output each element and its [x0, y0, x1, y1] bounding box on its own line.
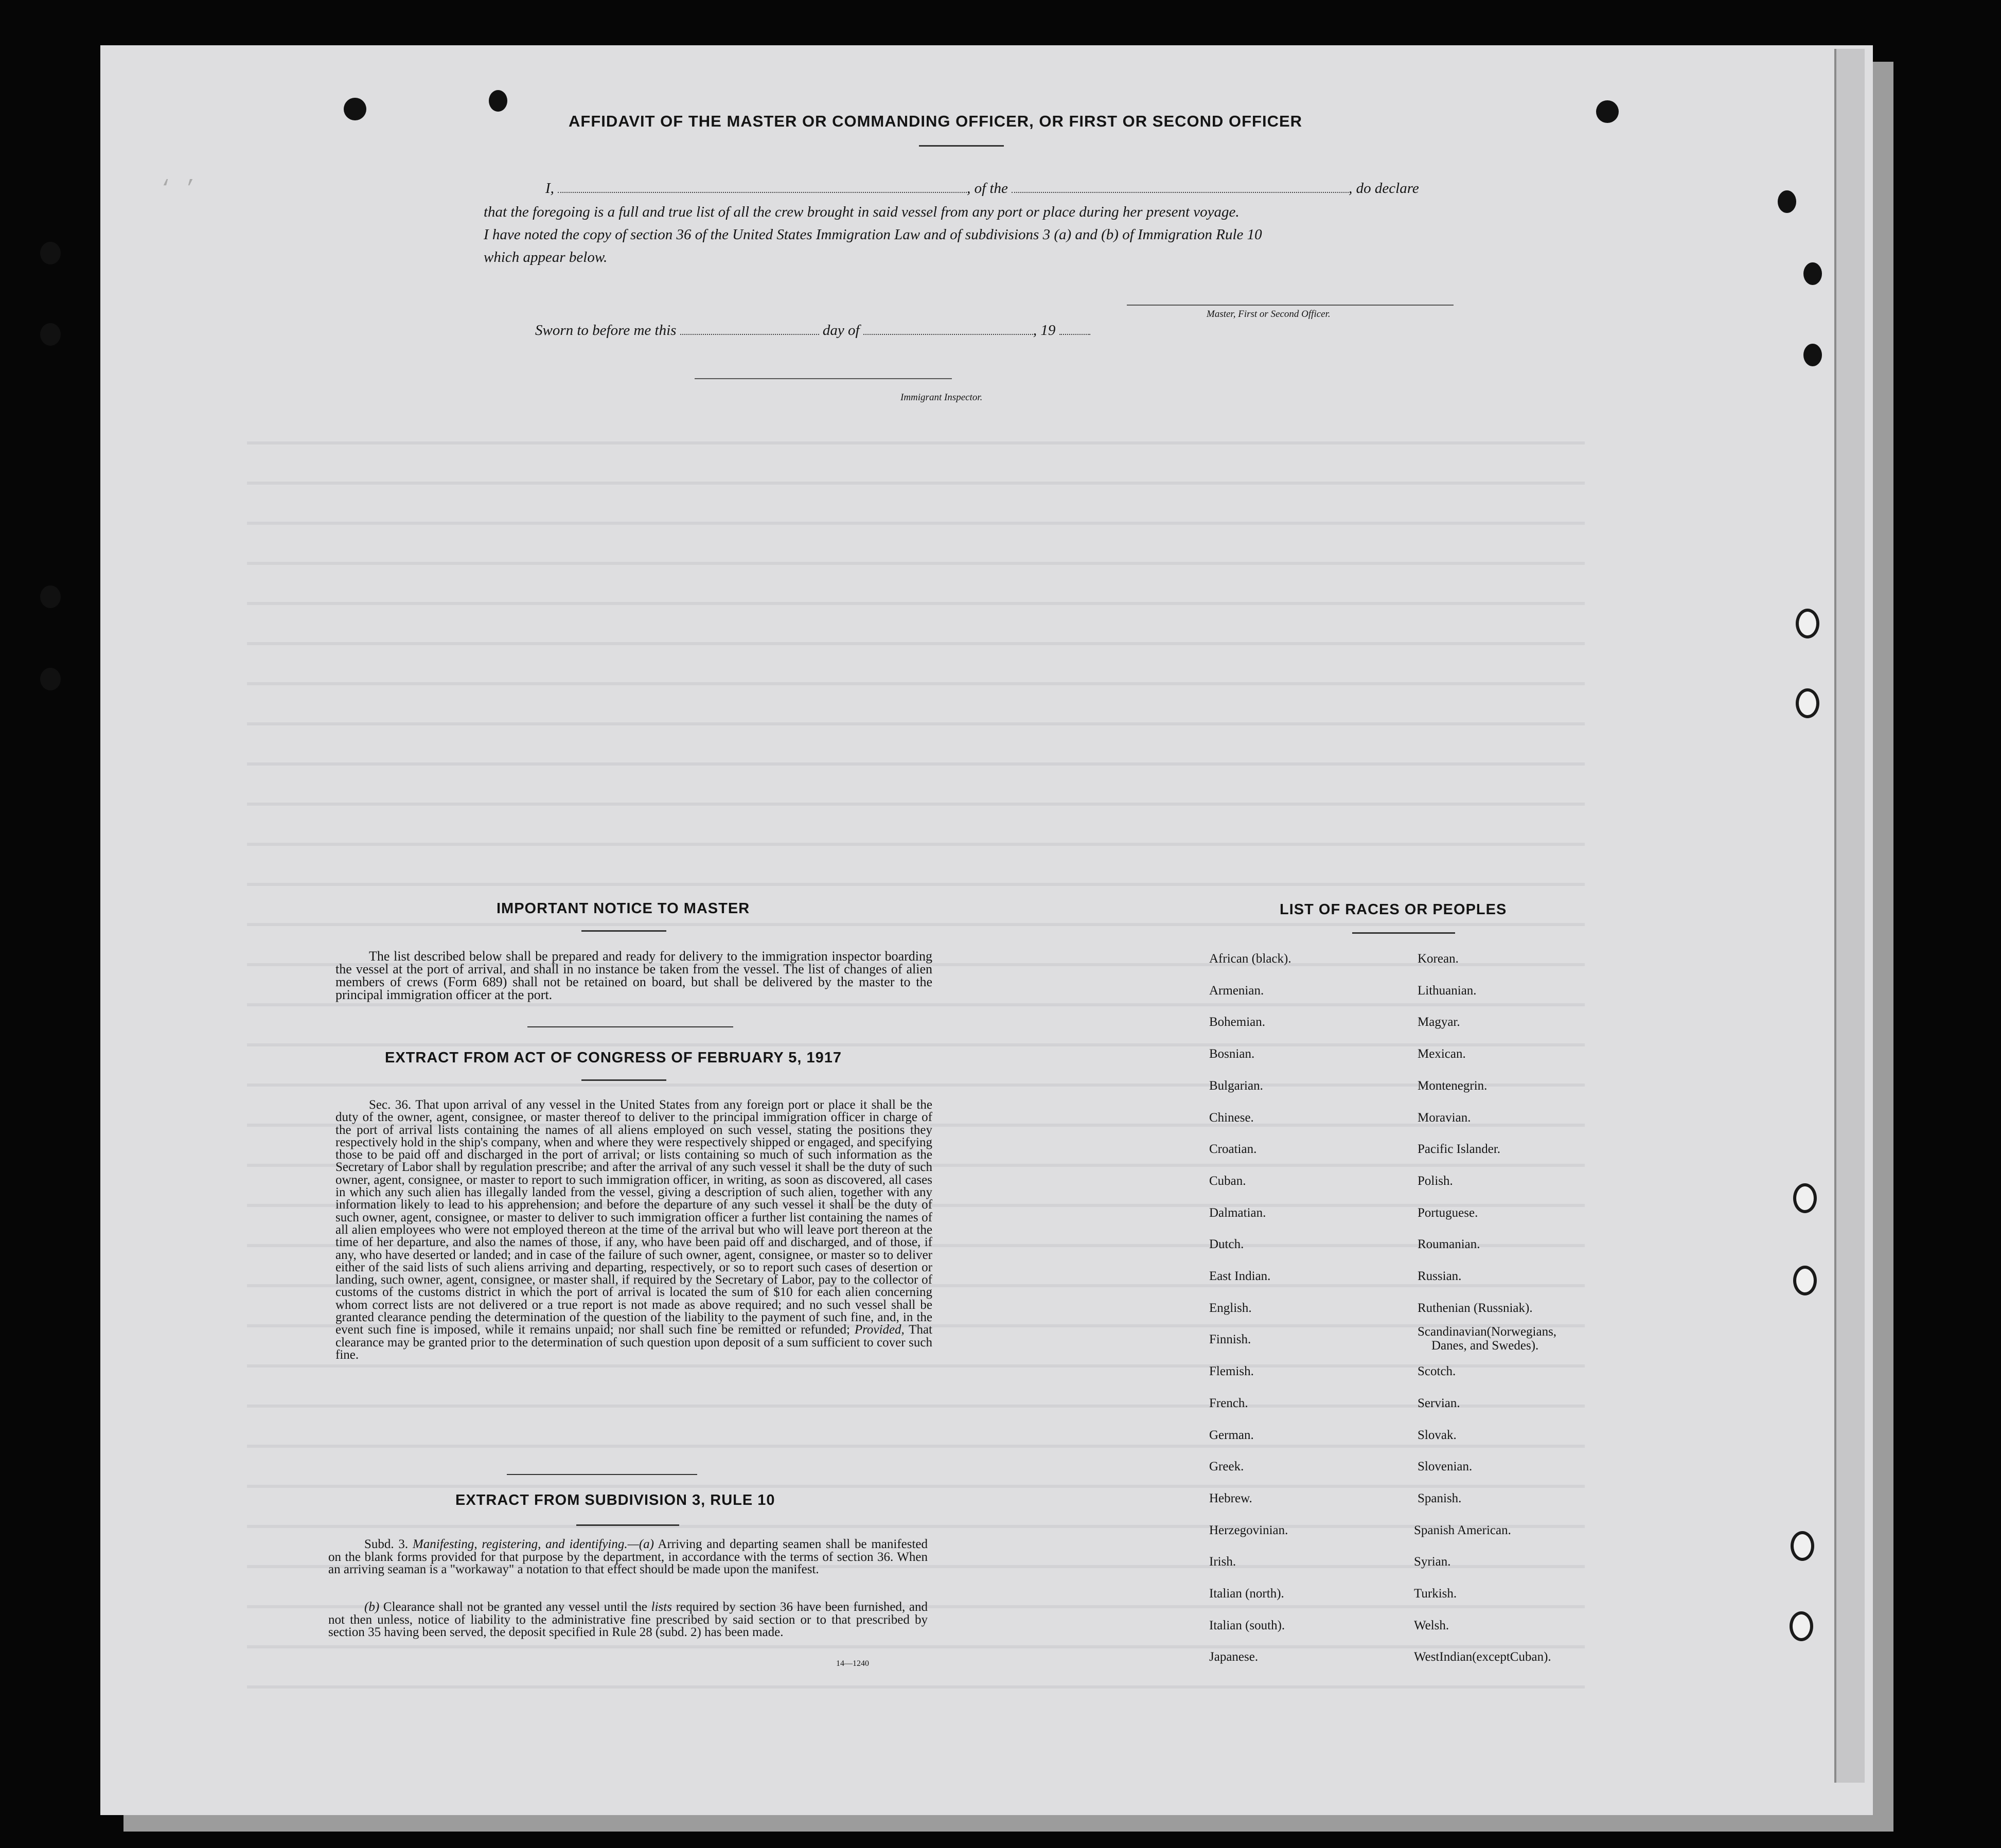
- race-item: Korean.: [1418, 952, 1459, 966]
- race-item: WestIndian(exceptCuban).: [1414, 1650, 1551, 1664]
- para-b-lists: lists: [651, 1600, 672, 1614]
- master-signature-label: Master, First or Second Officer.: [1207, 309, 1331, 319]
- race-item: Herzegovinian.: [1209, 1523, 1288, 1537]
- races-heading: LIST OF RACES OR PEOPLES: [1280, 901, 1507, 918]
- punch-ring: [1796, 688, 1819, 718]
- race-item: Danes, and Swedes).: [1431, 1339, 1539, 1353]
- race-item: Bohemian.: [1209, 1015, 1266, 1029]
- punch-hole: [40, 323, 61, 346]
- race-item: Croatian.: [1209, 1142, 1257, 1157]
- affidavit-i: I,: [545, 180, 554, 197]
- race-item: Hebrew.: [1209, 1491, 1252, 1505]
- affidavit-line-2: that the foregoing is a full and true list of all the crew brought in said vessel from any port or place during her present voyage.: [484, 204, 1239, 220]
- race-item: Scandinavian(Norwegians,: [1418, 1325, 1557, 1339]
- form-number: 14—1240: [836, 1659, 869, 1668]
- name-field[interactable]: [558, 192, 967, 193]
- proviso-text: That clearance may be granted prior to the determination of such question upon deposit of a sum sufficient to cover such fine.: [335, 1323, 932, 1362]
- punch-ring: [1790, 1611, 1813, 1641]
- punch-ring: [1793, 1183, 1817, 1213]
- para-b-label: (b): [364, 1600, 380, 1614]
- divider: [576, 1524, 679, 1526]
- divider: [581, 1079, 666, 1081]
- sworn-month-field[interactable]: [863, 334, 1033, 335]
- punch-hole: [489, 90, 507, 112]
- race-item: French.: [1209, 1396, 1248, 1410]
- affidavit-do-declare: , do declare: [1349, 180, 1419, 197]
- master-signature-line: [1127, 305, 1454, 306]
- punch-hole: [1778, 190, 1796, 213]
- race-item: Pacific Islander.: [1418, 1142, 1501, 1157]
- race-item: Greek.: [1209, 1460, 1244, 1474]
- race-item: Slovak.: [1418, 1428, 1457, 1442]
- affidavit-line-4: which appear below.: [484, 249, 608, 265]
- race-item: Spanish.: [1418, 1491, 1462, 1505]
- divider: [527, 1026, 733, 1027]
- punch-ring: [1796, 609, 1819, 638]
- race-item: Magyar.: [1418, 1015, 1460, 1029]
- race-item: Flemish.: [1209, 1364, 1254, 1379]
- race-item: Armenian.: [1209, 983, 1264, 998]
- inspector-label: Immigrant Inspector.: [900, 392, 983, 403]
- race-item: Scotch.: [1418, 1364, 1456, 1379]
- affidavit-title: AFFIDAVIT OF THE MASTER OR COMMANDING OFFICER, OR FIRST OR SECOND OFFICER: [569, 112, 1303, 130]
- race-item: Dutch.: [1209, 1237, 1244, 1252]
- divider: [507, 1474, 697, 1475]
- section-label: Sec. 36.: [369, 1098, 412, 1112]
- race-item: Servian.: [1418, 1396, 1460, 1410]
- race-item: Cuban.: [1209, 1174, 1246, 1188]
- divider: [919, 145, 1004, 147]
- extract-act-heading: EXTRACT FROM ACT OF CONGRESS OF FEBRUARY 5, 1917: [385, 1050, 842, 1066]
- affidavit-line-3: I have noted the copy of section 36 of the United States Immigration Law and of subdivisions 3 (a) and (b) of Immigration Rule 10: [484, 226, 1262, 243]
- extract-rule-para-b: [328, 1601, 928, 1639]
- race-item: Moravian.: [1418, 1110, 1471, 1125]
- race-item: Portuguese.: [1418, 1205, 1478, 1220]
- race-item: Roumanian.: [1418, 1237, 1480, 1252]
- para-b-text-2: required by section 36 have been furnished, and not then unless, notice of liability to the administrative fine prescribed by said section or to that prescribed by section 35 having been served, the deposit specified in Rule 28 (subd. 2) has been made.: [328, 1600, 928, 1639]
- page-edge: [1834, 49, 1865, 1783]
- vessel-field[interactable]: [1012, 192, 1349, 193]
- punch-hole: [1803, 344, 1822, 366]
- affidavit-declaration-line: [545, 177, 1461, 200]
- race-item: Ruthenian (Russniak).: [1418, 1301, 1533, 1315]
- race-item: Slovenian.: [1418, 1460, 1473, 1474]
- sworn-year: , 19: [1033, 322, 1056, 339]
- race-item: African (black).: [1209, 952, 1291, 966]
- sworn-prefix: Sworn to before me this: [535, 322, 677, 339]
- para-a-text: Arriving and departing seamen shall be manifested on the blank forms provided for that purpose by the department, in accordance with the terms of section 36. When an arriving seaman is a "workaway" a notation to that effect should be made upon the manifest.: [328, 1537, 928, 1576]
- sworn-year-field[interactable]: [1059, 334, 1090, 335]
- race-item: English.: [1209, 1301, 1252, 1315]
- race-item: Syrian.: [1414, 1555, 1451, 1569]
- punch-hole: [40, 242, 61, 264]
- punch-ring: [1791, 1531, 1814, 1561]
- punch-hole: [40, 585, 61, 608]
- race-item: Polish.: [1418, 1174, 1453, 1188]
- subd-title: Manifesting, registering, and identifying.—(a): [412, 1537, 654, 1551]
- section-text: That upon arrival of any vessel in the United States from any foreign port or place it shall be the duty of the owner, agent, consignee, or master thereof to deliver to the principal immigration officer in charge of the port of arrival lists containing the names of all aliens employed on such vessel, stating the positions they respectively hold in the ship's company, when and where they were respectively shipped or engaged, and specifying those to be paid off and discharged in the port of arrival; or lists containing so much of such information as the Secretary of Labor shall by regulation prescribe; and after the arrival of any such vessel it shall be the duty of such owner, agent, consignee, or master to report to such immigration officer, in writing, as soon as discovered, all cases in which any such alien has illegally landed from the vessel, giving a description of such alien, together with any information likely to lead to his apprehension; and before the departure of any such vessel it shall be the duty of such owner, agent, consignee, or master to deliver to such immigration officer a further list containing the names of all alien employees who were not employed thereon at the time of the arrival but who will leave port thereon at the time of her departure, and also the names of those, if any, who have been paid off and discharged, and of those, if any, who have deserted or landed; and in case of the failure of such owner, agent, consignee, or master so to deliver either of the said lists of such aliens arriving and departing, respectively, or so to report such cases of desertion or landing, such owner, agent, consignee, or master shall, if required by the Secretary of Labor, pay to the collector of customs of the customs district in which the port of arrival is located the sum of $10 for each alien concerning whom correct lists are not delivered or a true report is not made as above required; and no such vessel shall be granted clearance pending the determination of the question of the liability to the payment of such fine, and, in the event such fine is imposed, while it remains unpaid; nor shall such fine be remitted or refunded;: [335, 1098, 932, 1337]
- race-item: Montenegrin.: [1418, 1078, 1488, 1093]
- race-item: Bosnian.: [1209, 1047, 1255, 1061]
- race-item: Bulgarian.: [1209, 1078, 1263, 1093]
- race-item: German.: [1209, 1428, 1254, 1442]
- race-item: Turkish.: [1414, 1587, 1457, 1601]
- extract-rule-para-a: [328, 1538, 928, 1576]
- sworn-line: [535, 319, 1090, 342]
- punch-hole: [1803, 262, 1822, 285]
- subd-label: Subd. 3.: [364, 1537, 409, 1551]
- inspector-signature-line: [695, 378, 952, 379]
- punch-ring: [1793, 1266, 1817, 1295]
- divider: [1352, 932, 1455, 934]
- race-item: Irish.: [1209, 1555, 1236, 1569]
- race-item: Italian (south).: [1209, 1618, 1285, 1632]
- notice-body: The list described below shall be prepared and ready for delivery to the immigration inspector boarding the vessel at the port of arrival, and shall in no instance be taken from the vessel. The list of changes of alien members of crews (Form 689) shall not be retained on board, but shall be delivered by the master to the principal immigration officer at the port.: [335, 949, 932, 1002]
- sworn-day-of: day of: [822, 322, 860, 339]
- race-item: Italian (north).: [1209, 1587, 1284, 1601]
- race-item: Russian.: [1418, 1269, 1462, 1283]
- divider: [581, 930, 666, 932]
- sworn-day-field[interactable]: [680, 334, 819, 335]
- extract-rule-heading: EXTRACT FROM SUBDIVISION 3, RULE 10: [455, 1492, 775, 1508]
- race-item: Welsh.: [1414, 1618, 1449, 1632]
- race-item: Chinese.: [1209, 1110, 1254, 1125]
- bleed-through-mark: ‘ ’: [160, 177, 197, 201]
- race-item: Spanish American.: [1414, 1523, 1511, 1537]
- race-item: Dalmatian.: [1209, 1205, 1266, 1220]
- punch-hole: [1596, 100, 1619, 123]
- para-b-text-1: Clearance shall not be granted any vessel until the: [383, 1600, 647, 1614]
- punch-hole: [40, 668, 61, 690]
- punch-hole: [344, 98, 366, 120]
- race-item: Japanese.: [1209, 1650, 1259, 1664]
- proviso-label: Provided,: [854, 1323, 905, 1337]
- extract-act-body: [335, 1099, 932, 1361]
- race-item: Lithuanian.: [1418, 983, 1477, 998]
- race-item: East Indian.: [1209, 1269, 1271, 1283]
- notice-heading: IMPORTANT NOTICE TO MASTER: [497, 900, 750, 917]
- race-item: Finnish.: [1209, 1332, 1251, 1347]
- affidavit-of-the: , of the: [967, 180, 1008, 197]
- race-item: Mexican.: [1418, 1047, 1466, 1061]
